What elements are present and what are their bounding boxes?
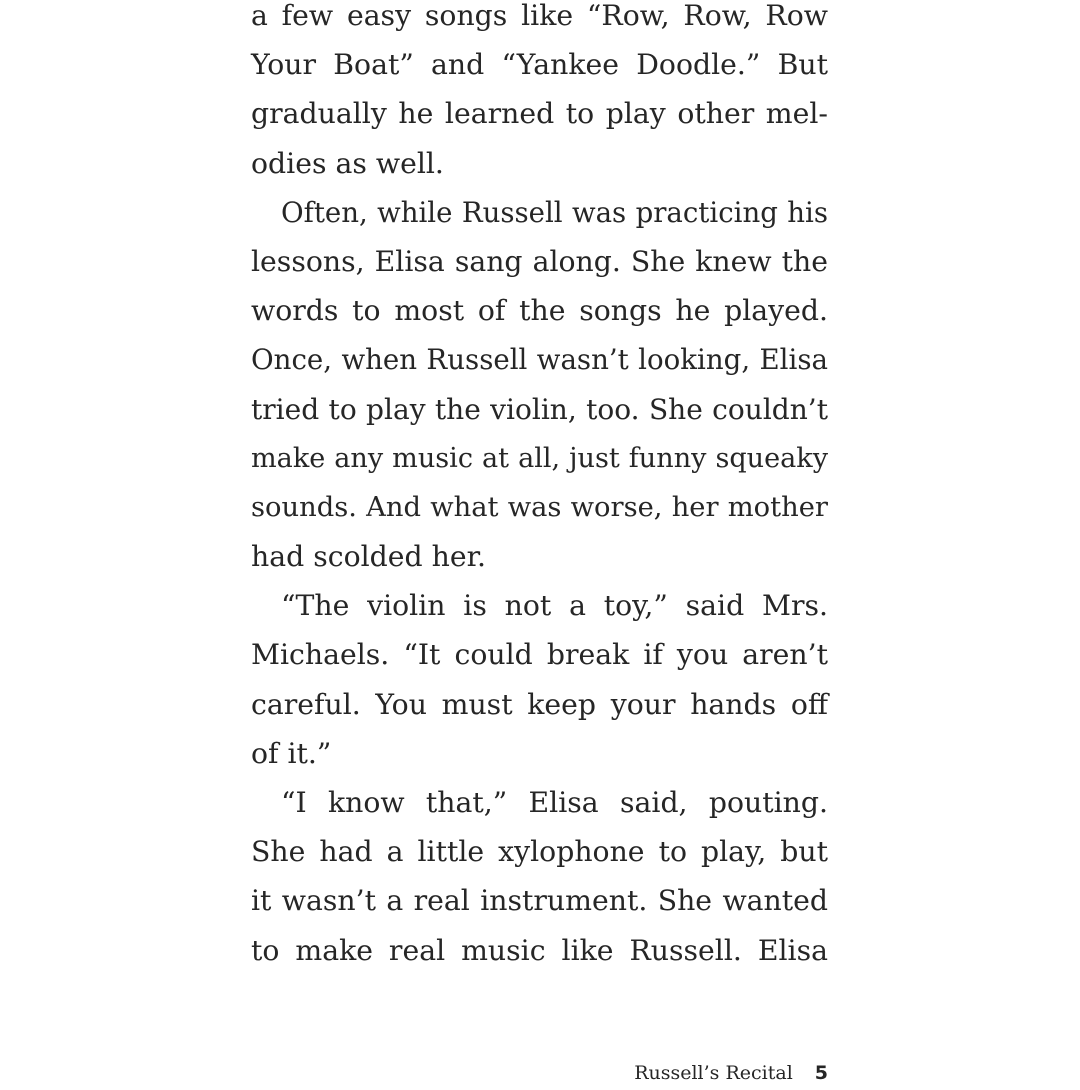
body-text [251,0,828,975]
text-line: Once, when Russell wasn’t looking, Elisa [251,343,828,377]
paragraph-1 [251,0,828,188]
text-line: lessons, Elisa sang along. She knew the [251,244,828,278]
text-line: tried to play the violin, too. She couldn’t [251,392,828,426]
text-line: “I know that,” Elisa said, pouting. [281,786,828,819]
text-line: had scolded her. [251,540,487,574]
text-line: She had a little xylophone to play, but [251,835,828,869]
text-line: Often, while Russell was practicing his [281,195,828,229]
text-line: it wasn’t a real instrument. She wanted [251,884,828,918]
text-line: sounds. And what was worse, her mother [251,491,828,523]
text-line: a few easy songs like “Row, Row, Row [251,0,828,32]
paragraph-2 [251,188,828,582]
text-line: Michaels. “It could break if you aren’t [251,638,828,672]
text-line: of it.” [251,736,332,770]
text-line: “The violin is not a toy,” said Mrs. [281,589,828,623]
text-line: make any music at all, just funny squeaky [251,442,828,474]
text-line: gradually he learned to play other mel- [251,97,828,131]
text-line: careful. You must keep your hands off [251,687,828,721]
page-footer [634,1058,828,1088]
paragraph-3 [251,581,828,778]
text-line: odies as well. [251,146,444,180]
text-line: Your Boat” and “Yankee Doodle.” But [251,48,828,82]
paragraph-4 [251,778,828,975]
text-line: to make real music like Russell. Elisa [251,933,828,967]
page-number: 5 [814,1062,828,1084]
text-line: words to most of the songs he played. [251,294,828,328]
running-footer-title: Russell’s Recital [634,1062,793,1084]
